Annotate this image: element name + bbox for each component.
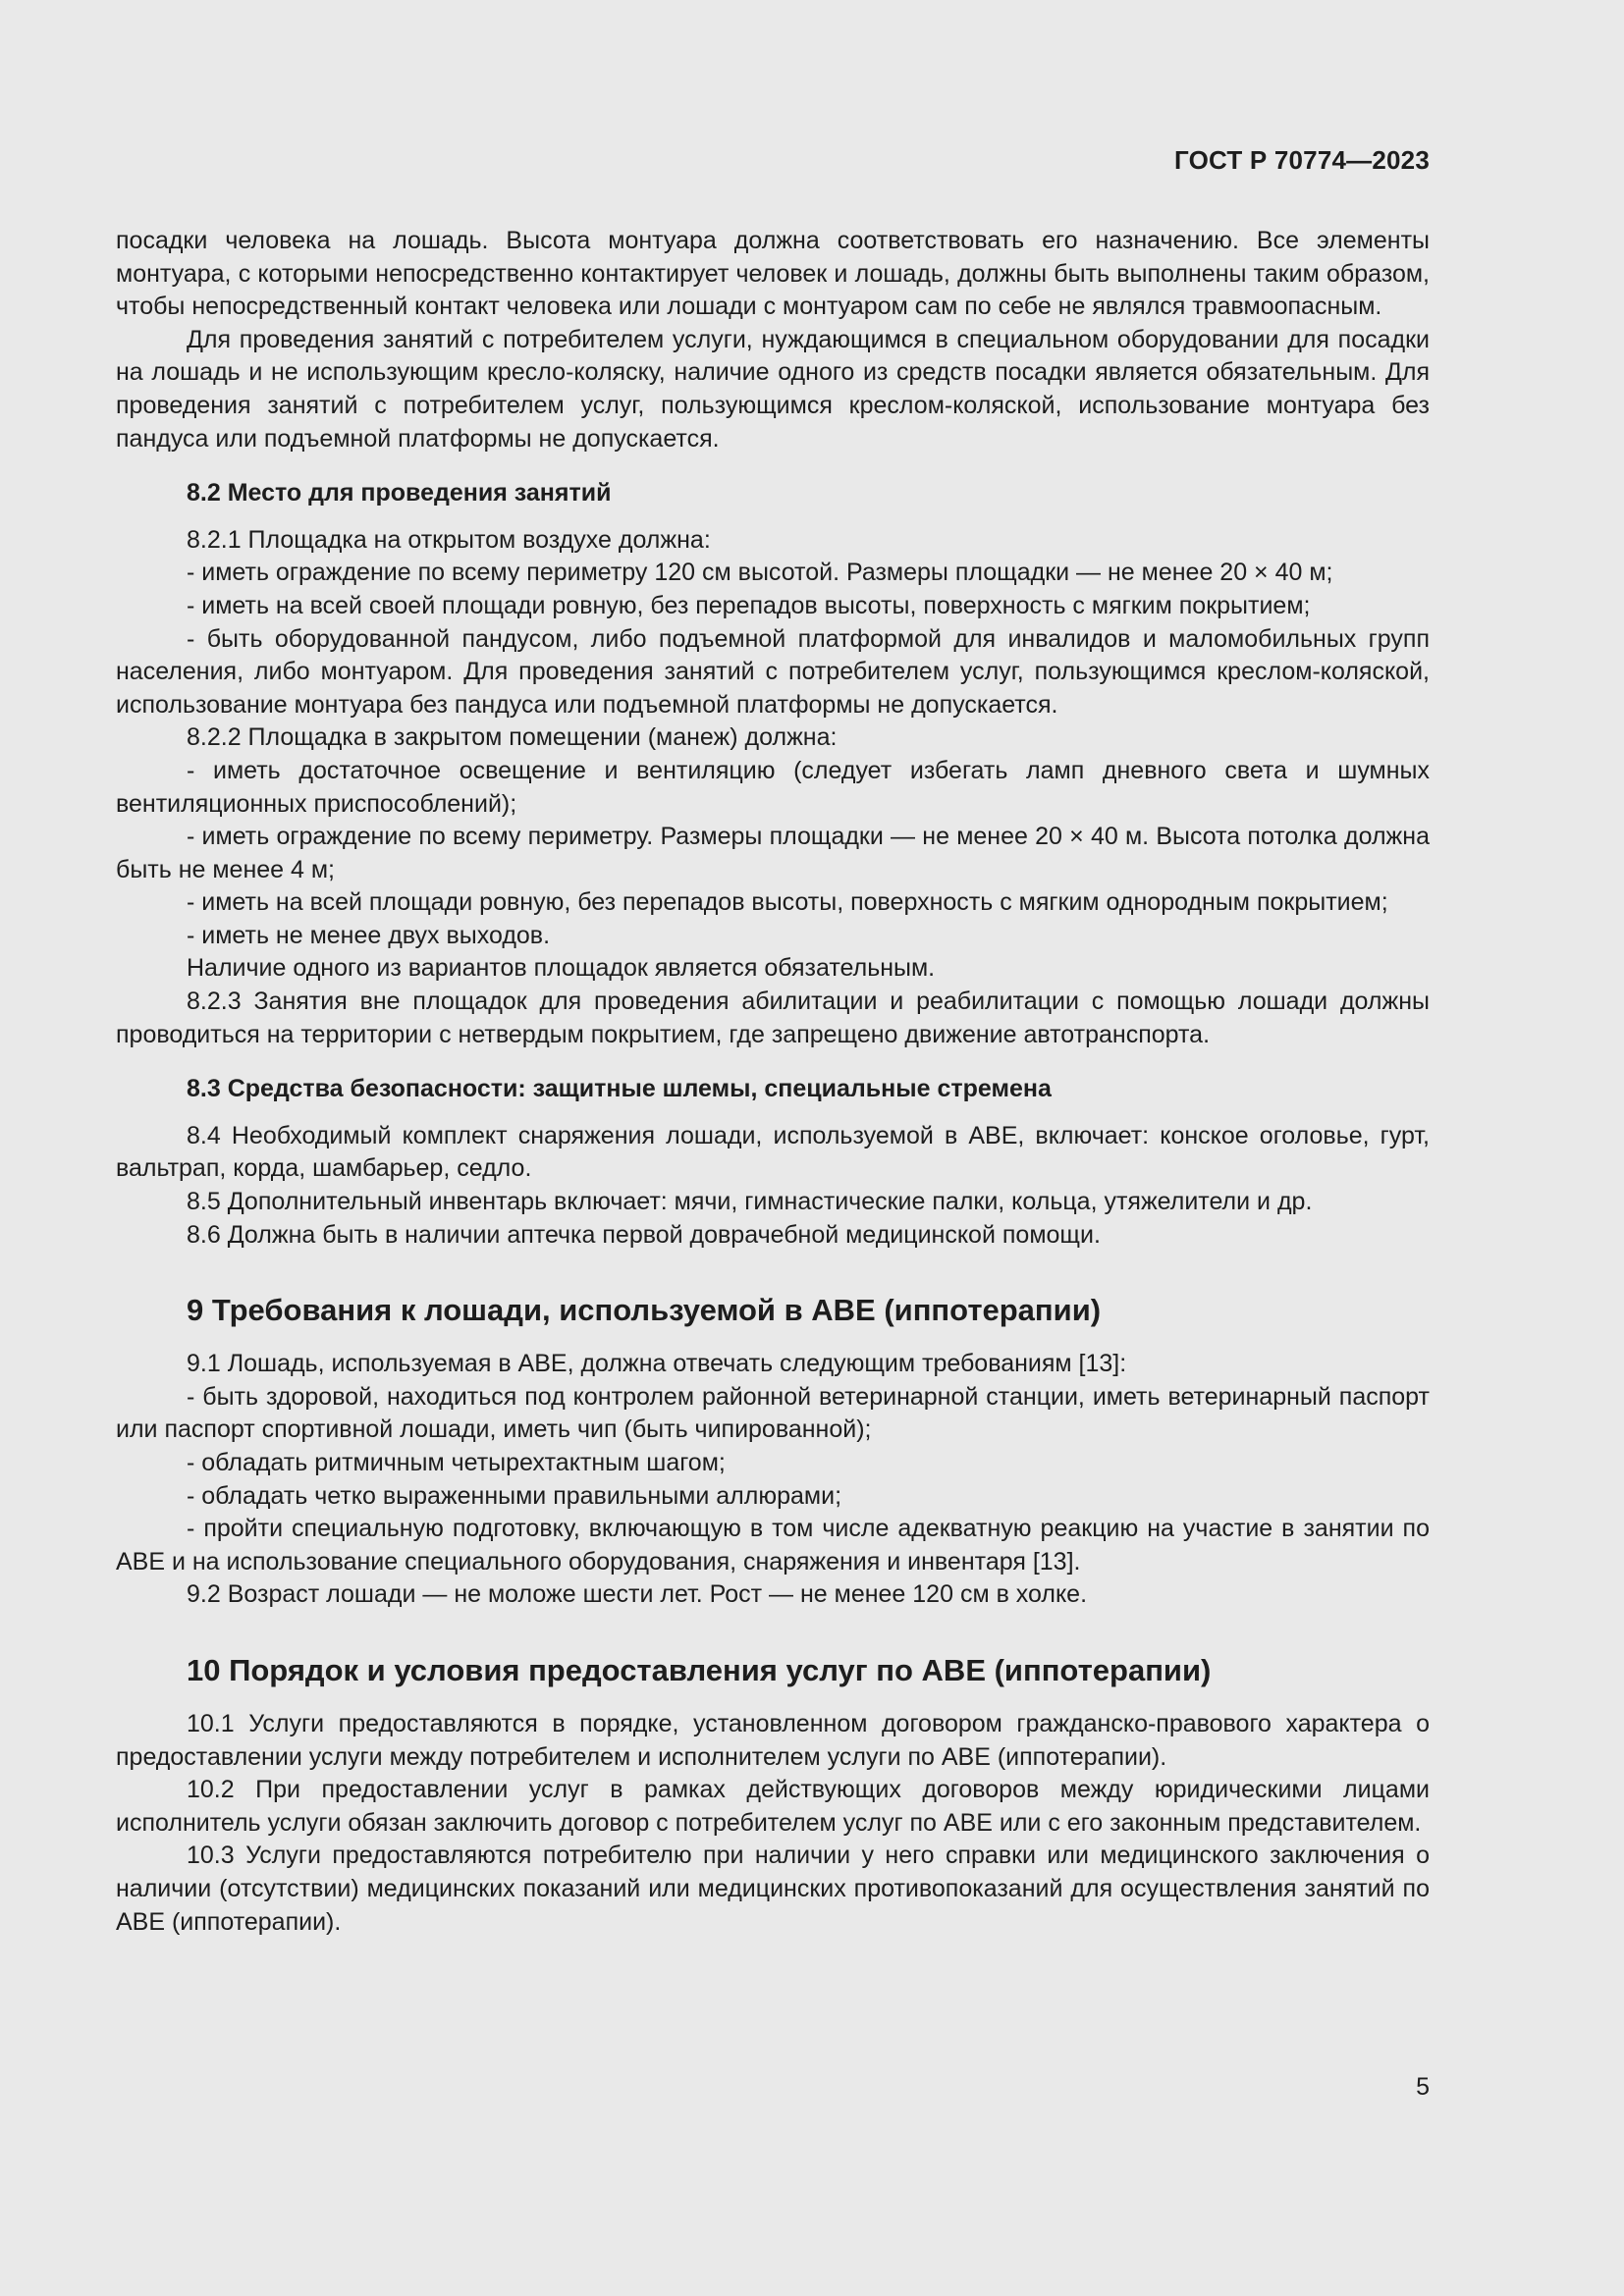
paragraph: 10.1 Услуги предоставляются в порядке, установленном договором гражданско-правового характера о предоставлении услуги между потребителем и исполнителем услуги по АВЕ (иппотерапии). bbox=[116, 1709, 1430, 1771]
paragraph: 9.2 Возраст лошади — не моложе шести лет. Рост — не менее 120 см в холке. bbox=[187, 1580, 1088, 1609]
paragraph: 8.2.1 Площадка на открытом воздухе должна: bbox=[187, 525, 711, 554]
list-item: - обладать четко выраженными правильными аллюрами; bbox=[187, 1481, 842, 1510]
paragraph: 8.5 Дополнительный инвентарь включает: мячи, гимнастические палки, кольца, утяжелители и др. bbox=[187, 1188, 1313, 1216]
page-number: 5 bbox=[1416, 2073, 1430, 2101]
list-item: - иметь ограждение по всему периметру 120 см высотой. Размеры площадки — не менее 20 × 40 м; bbox=[187, 559, 1333, 587]
list-item: - обладать ритмичным четырехтактным шагом; bbox=[187, 1449, 726, 1476]
paragraph: Для проведения занятий с потребителем услуги, нуждающимся в специальном оборудовании для посадки на лошадь и не использующим кресло-коляску, наличие одного из средств посадки является обязательным. Для проведения занятий с потребителем услуг, пользующимся креслом-коляской, использование монтуара без пандуса или подъемной платформы не допускается. bbox=[116, 325, 1430, 453]
paragraph: 8.4 Необходимый комплект снаряжения лошади, используемой в АВЕ, включает: конское оголовье, гурт, вальтрап, корда, шамбарьер, седло. bbox=[116, 1121, 1430, 1183]
paragraph: посадки человека на лошадь. Высота монтуара должна соответствовать его назначению. Все элементы монтуара, с которыми непосредственно контактирует человек и лошадь, должны быть выполнены таким образом, чтобы непосредственный контакт человека или лошади с монтуаром сам по себе не являлся травмоопасным. bbox=[116, 227, 1430, 321]
paragraph: 8.2.3 Занятия вне площадок для проведения абилитации и реабилитации с помощью лошади должны проводиться на территории с нетвердым покрытием, где запрещено движение автотранспорта. bbox=[116, 988, 1430, 1048]
page-content bbox=[116, 225, 1430, 1939]
list-item: - иметь не менее двух выходов. bbox=[187, 921, 551, 949]
paragraph: 10.3 Услуги предоставляются потребителю при наличии у него справки или медицинского заключения о наличии (отсутствии) медицинских показаний или медицинских противопоказаний для осуществления занятий по АВЕ (иппотерапии). bbox=[116, 1842, 1430, 1936]
subsection-heading-8-3: 8.3 Средства безопасности: защитные шлемы, специальные стремена bbox=[187, 1075, 1052, 1103]
paragraph: 8.2.2 Площадка в закрытом помещении (манеж) должна: bbox=[187, 723, 838, 752]
list-item: - быть здоровой, находиться под контролем районной ветеринарной станции, иметь ветеринарный паспорт или паспорт спортивной лошади, иметь чип (быть чипированной); bbox=[116, 1382, 1430, 1444]
list-item: - быть оборудованной пандусом, либо подъемной платформой для инвалидов и маломобильных групп населения, либо монтуаром. Для проведения занятий с потребителем услуг, пользующимся креслом-коляской, использование монтуара без пандуса или подъемной платформы не допускается. bbox=[116, 624, 1430, 719]
section-heading-10: 10 Порядок и условия предоставления услуг по АВЕ (иппотерапии) bbox=[187, 1652, 1212, 1687]
list-item: - иметь на всей своей площади ровную, без перепадов высоты, поверхность с мягким покрытием; bbox=[187, 591, 1311, 619]
subsection-heading-8-2: 8.2 Место для проведения занятий bbox=[187, 479, 612, 507]
list-item: - иметь на всей площади ровную, без перепадов высоты, поверхность с мягким однородным покрытием; bbox=[187, 888, 1388, 917]
paragraph: 10.2 При предоставлении услуг в рамках действующих договоров между юридическими лицами исполнитель услуги обязан заключить договор с потребителем услуг по АВЕ или с его законным представителем. bbox=[116, 1776, 1430, 1837]
list-item: - пройти специальную подготовку, включающую в том числе адекватную реакцию на участие в занятии по АВЕ и на использование специального оборудования, снаряжения и инвентаря [13]. bbox=[116, 1515, 1430, 1575]
paragraph: Наличие одного из вариантов площадок является обязательным. bbox=[187, 954, 936, 983]
list-item: - иметь ограждение по всему периметру. Размеры площадки — не менее 20 × 40 м. Высота потолка должна быть не менее 4 м; bbox=[116, 823, 1430, 883]
document-code-header: ГОСТ Р 70774—2023 bbox=[1174, 145, 1430, 175]
paragraph: 9.1 Лошадь, используемая в АВЕ, должна отвечать следующим требованиям [13]: bbox=[187, 1350, 1127, 1378]
paragraph: 8.6 Должна быть в наличии аптечка первой доврачебной медицинской помощи. bbox=[187, 1220, 1101, 1249]
list-item: - иметь достаточное освещение и вентиляцию (следует избегать ламп дневного света и шумных вентиляционных приспособлений); bbox=[116, 756, 1430, 818]
section-heading-9: 9 Требования к лошади, используемой в АВЕ (иппотерапии) bbox=[187, 1293, 1102, 1328]
